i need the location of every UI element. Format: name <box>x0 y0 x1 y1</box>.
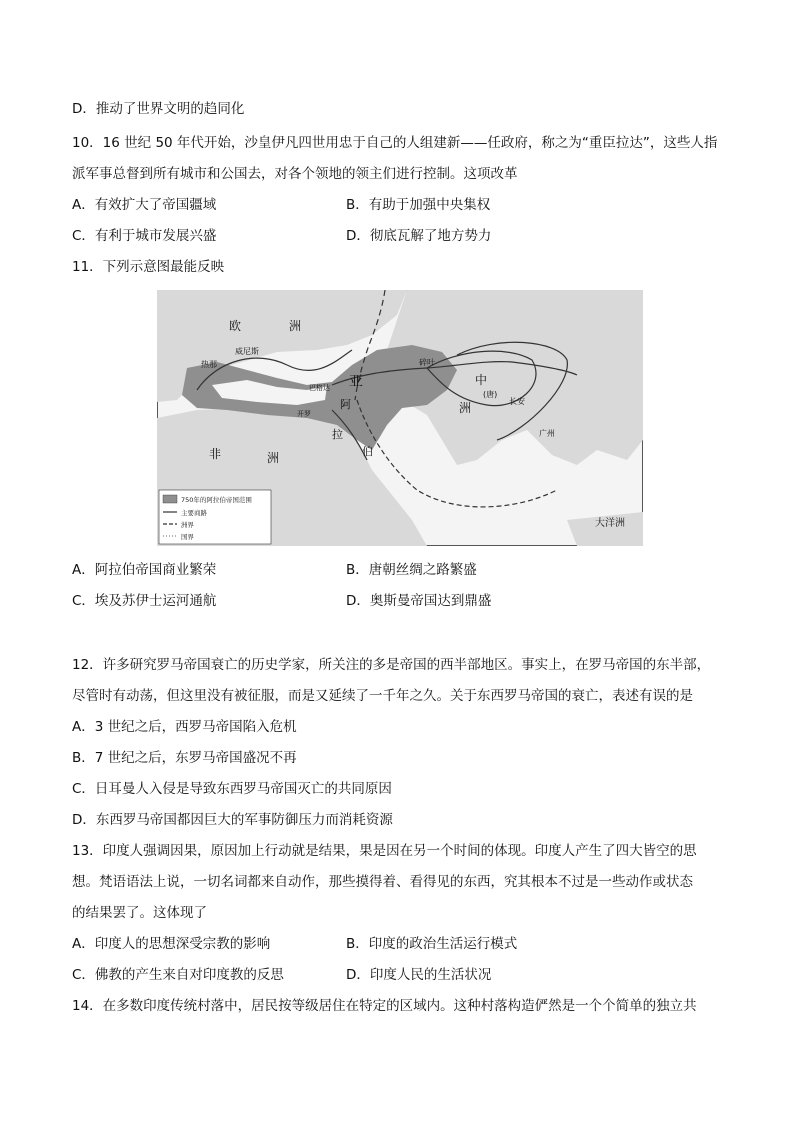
map-label-baghdad: 巴格达 <box>309 384 330 392</box>
map-label-changan: 长安 <box>509 397 525 406</box>
map-label-arab-1: 阿 <box>340 398 351 411</box>
q11-stem: 11．下列示意图最能反映 <box>72 259 225 275</box>
q9-option-d: D．推动了世界文明的趋同化 <box>72 101 245 117</box>
q13-stem-line1: 13．印度人强调因果，原因加上行动就是结果，果是因在另一个时间的体现。印度人产生了四大皆空的思 <box>72 843 697 859</box>
legend-text-continent: 洲界 <box>181 521 194 529</box>
map-label-arab-3: 伯 <box>362 445 373 458</box>
q10-option-b: B．有助于加强中央集权 <box>346 197 491 213</box>
map-label-africa-1: 非 <box>209 447 222 461</box>
legend-text-border: 国界 <box>181 533 194 541</box>
map-label-asia-zhou: 洲 <box>459 401 472 415</box>
q11-option-d: D．奥斯曼帝国达到鼎盛 <box>346 593 492 609</box>
q12-option-c: C．日耳曼人入侵是导致东西罗马帝国灭亡的共同原因 <box>72 781 392 797</box>
map-label-venice: 威尼斯 <box>235 347 259 356</box>
map-label-kashgar: 碎叶 <box>419 358 435 367</box>
trade-route-map <box>157 290 643 546</box>
q13-option-d: D．印度人民的生活状况 <box>346 967 492 983</box>
q10-stem-line1: 10．16 世纪 50 年代开始，沙皇伊凡四世用忠于自己的人组建新——任政府，称之为“重臣拉达”，这些人指 <box>72 135 718 151</box>
map-label-tang: (唐) <box>483 390 498 399</box>
map-label-africa-2: 洲 <box>267 451 280 465</box>
q10-option-a: A．有效扩大了帝国疆域 <box>72 197 217 213</box>
map-label-west: 热那 <box>201 360 217 369</box>
q11-option-a: A．阿拉伯帝国商业繁荣 <box>72 562 217 578</box>
q12-stem-line2: 尽管时有动荡，但这里没有被征服，而是又延续了一千年之久。关于东西罗马帝国的衰亡，表述有误的是 <box>72 688 693 704</box>
q12-stem-line1: 12．许多研究罗马帝国衰亡的历史学家，所关注的多是帝国的西半部地区。事实上，在罗马帝国的东半部， <box>72 657 711 673</box>
map-label-arab-2: 拉 <box>332 428 343 441</box>
q10-stem-line2: 派军事总督到所有城市和公国去，对各个领地的领主们进行控制。这项改革 <box>72 166 518 182</box>
q11-option-b: B．唐朝丝绸之路繁盛 <box>346 562 477 578</box>
q12-option-b: B．7 世纪之后，东罗马帝国盛况不再 <box>72 750 297 766</box>
q14-stem-line1: 14．在多数印度传统村落中，居民按等级居住在特定的区域内。这种村落构造俨然是一个个简单的独立共 <box>72 998 697 1014</box>
map-label-cairo: 开罗 <box>297 410 311 418</box>
map-label-ocean: 大洋洲 <box>595 518 625 529</box>
q12-option-a: A．3 世纪之后，西罗马帝国陷入危机 <box>72 719 297 735</box>
legend-swatch-empire <box>163 495 177 503</box>
map-label-asia: 亚 <box>349 374 363 390</box>
q13-stem-line3: 的结果罢了。这体现了 <box>72 905 207 921</box>
map-label-europe-1: 欧 <box>229 319 242 333</box>
map-label-guangzhou: 广州 <box>539 429 555 438</box>
map-label-europe-2: 洲 <box>289 319 302 333</box>
q12-option-d: D．东西罗马帝国都因巨大的军事防御压力而消耗资源 <box>72 812 393 828</box>
q13-option-a: A．印度人的思想深受宗教的影响 <box>72 936 271 952</box>
q13-option-c: C．佛教的产生来自对印度教的反思 <box>72 967 284 983</box>
q13-option-b: B．印度的政治生活运行模式 <box>346 936 518 952</box>
legend-text-route: 主要商路 <box>181 509 207 517</box>
map-legend <box>159 490 271 544</box>
q10-option-c: C．有利于城市发展兴盛 <box>72 228 217 244</box>
legend-text-empire: 750年的阿拉伯帝国范围 <box>181 496 252 504</box>
map-label-china: 中 <box>475 373 488 387</box>
q10-option-d: D．彻底瓦解了地方势力 <box>346 228 492 244</box>
q13-stem-line2: 想。梵语语法上说，一切名词都来自动作，那些摸得着、看得见的东西，究其根本不过是一些动作或状态 <box>72 874 693 890</box>
q11-option-c: C．埃及苏伊士运河通航 <box>72 593 217 609</box>
